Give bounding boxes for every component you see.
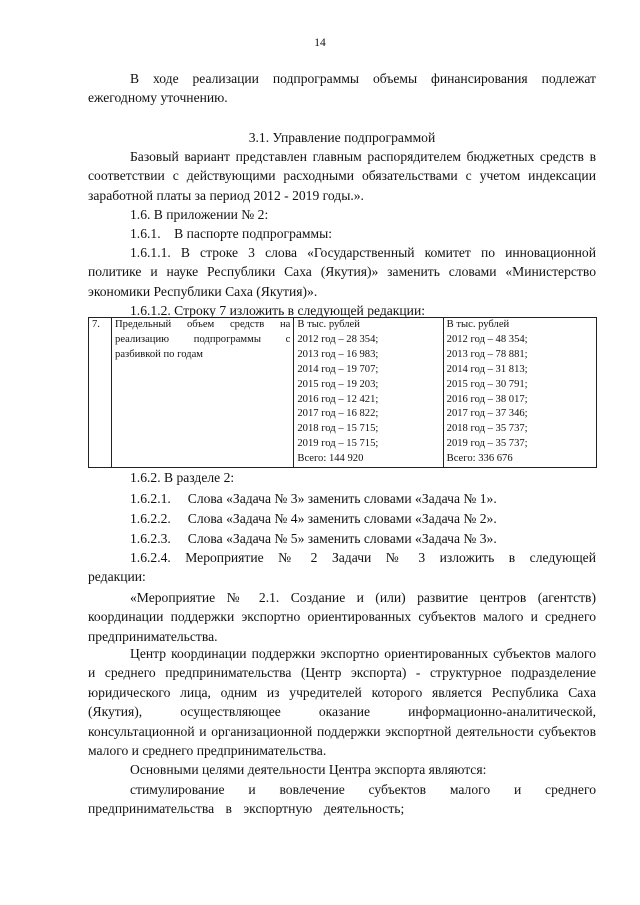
goals-paragraph: Основными целями деятельности Центра экспорта являются: — [130, 762, 487, 777]
item-1-6-1-1: 1.6.1.1. В строке 3 слова «Государственный комитет по инновационной политике и науке Республики Саха (Якутия)» заменить словами «Министерство экономики Республики Саха (Якутия)». — [88, 245, 596, 299]
item-1-6-2-3: 1.6.2.3. Слова «Задача № 5» заменить словами «Задача № 3». — [130, 531, 497, 546]
intro-paragraph: В ходе реализации подпрограммы объемы финансирования подлежат ежегодному уточнению. — [88, 71, 596, 106]
stimulation-paragraph: стимулирование и вовлечение субъектов малого и среднего предпринимательства в экспортную деятельность; — [88, 782, 596, 817]
cell-line: 2019 год – 35 737; — [446, 438, 528, 450]
item-1-6-2: 1.6.2. В разделе 2: — [130, 470, 235, 485]
cell-line: 2015 год – 30 791; — [446, 378, 528, 390]
item-1-6-1-2: 1.6.1.2. Строку 7 изложить в следующей редакции: — [130, 303, 425, 318]
old-values-cell — [294, 318, 443, 468]
item-1-6: 1.6. В приложении № 2: — [130, 207, 269, 222]
cell-line: В тыс. рублей — [446, 319, 510, 330]
row-number-cell: 7. — [89, 318, 112, 468]
cell-line: 2017 год – 16 822; — [297, 408, 379, 420]
passport-row-7-table — [88, 317, 597, 468]
cell-line: 2017 год – 37 346; — [446, 408, 528, 420]
new-values-cell — [443, 318, 596, 468]
cell-line: 2013 год – 78 881; — [446, 348, 528, 360]
cell-line: 2012 год – 48 354; — [446, 333, 528, 345]
table-row — [89, 318, 597, 468]
cell-line: 2014 год – 31 813; — [446, 363, 528, 375]
row-description-cell: Предельный объем средств на реализацию подпрограммы с разбивкой по годам — [112, 318, 294, 468]
item-1-6-2-1: 1.6.2.1. Слова «Задача № 3» заменить словами «Задача № 1». — [130, 491, 497, 506]
cell-line: 2018 год – 15 715; — [297, 423, 379, 435]
cell-line: 2019 год – 15 715; — [297, 438, 379, 450]
section-heading: 3.1. Управление подпрограммой — [248, 130, 436, 145]
export-center-paragraph: Центр координации поддержки экспортно ориентированных субъектов малого и среднего предпринимательства (Центр экспорта) - структурное подразделение юридического лица, одним из учредителей которого является Республика Саха (Якутия), осуществляющее оказание информационно-аналитической, консультационной и организационной поддержки экспортной деятельности субъектов малого и среднего предпринимательства. — [88, 646, 596, 759]
page-number: 14 — [314, 37, 326, 49]
item-1-6-2-2: 1.6.2.2. Слова «Задача № 4» заменить словами «Задача № 2». — [130, 511, 497, 526]
cell-line: 2016 год – 38 017; — [446, 393, 528, 405]
cell-line: 2013 год – 16 983; — [297, 348, 379, 360]
cell-line: Всего: 144 920 — [297, 453, 364, 465]
cell-line: 2014 год – 19 707; — [297, 363, 379, 375]
item-1-6-2-4: 1.6.2.4. Мероприятие № 2 Задачи № 3 изложить в следующей редакции: — [88, 550, 596, 585]
cell-line: 2012 год – 28 354; — [297, 333, 379, 345]
cell-line: 2018 год – 35 737; — [446, 423, 528, 435]
cell-line: 2016 год – 12 421; — [297, 393, 379, 405]
item-1-6-1: 1.6.1. В паспорте подпрограммы: — [130, 226, 333, 241]
cell-line: 2015 год – 19 203; — [297, 378, 379, 390]
event-2-1-paragraph: «Мероприятие № 2.1. Создание и (или) развитие центров (агентств) координации поддержки экспортно ориентированных субъектов малого и среднего предпринимательства. — [88, 590, 596, 644]
cell-line: В тыс. рублей — [297, 319, 360, 330]
cell-line: Всего: 336 676 — [446, 453, 513, 465]
base-variant-paragraph: Базовый вариант представлен главным распорядителем бюджетных средств в соответствии с действующими расходными обязательствами с учетом индексации заработной платы за период 2012 - 2019 годы.». — [88, 149, 596, 203]
